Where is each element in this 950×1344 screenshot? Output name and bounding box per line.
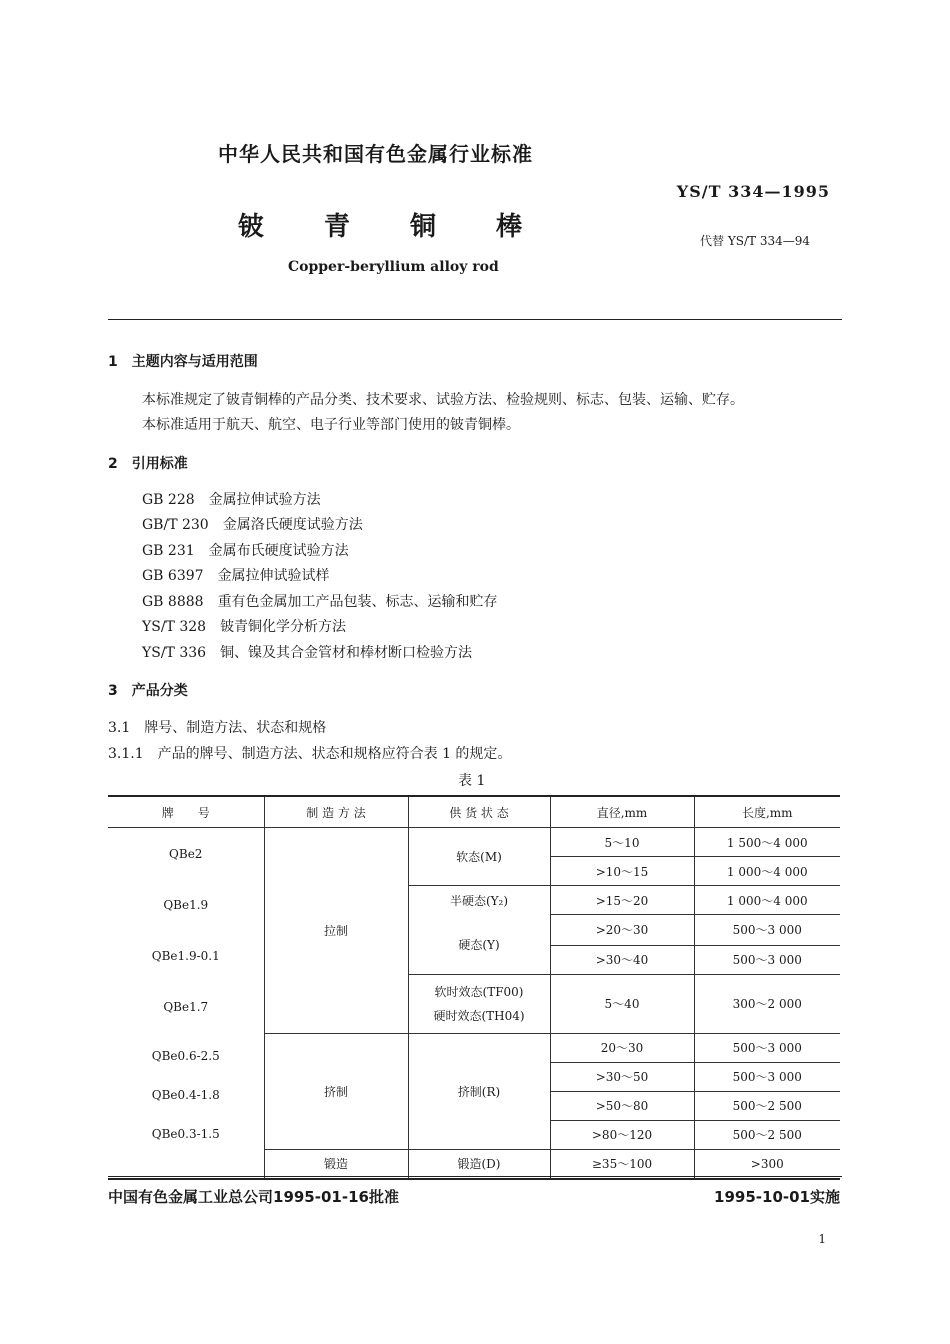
length-cell: 500～3 000 [694, 945, 840, 974]
diameter-cell: 5～10 [550, 828, 694, 857]
header-grade: 牌 号 [108, 796, 264, 828]
reference-item [142, 565, 330, 585]
org-title: 中华人民共和国有色金属行业标准 [218, 142, 533, 166]
reference-name: 铍青铜化学分析方法 [220, 619, 347, 635]
standard-number: YS/T 334—1995 [676, 182, 830, 201]
diameter-cell: >50～80 [550, 1091, 694, 1120]
grade-cell: QBe1.9-0.1 [151, 949, 220, 964]
grade-cell: QBe2 [169, 846, 203, 861]
header-rule [108, 319, 842, 320]
reference-code: GB 231 [142, 543, 195, 559]
grade-cell: QBe0.3-1.5 [151, 1126, 220, 1141]
reference-code: GB 8888 [142, 594, 204, 610]
reference-name: 金属洛氏硬度试验方法 [222, 517, 363, 533]
table-caption: 表 1 [458, 773, 486, 789]
document-title [238, 206, 582, 243]
diameter-cell: >20～30 [550, 915, 694, 946]
title-char: 棒 [496, 212, 523, 242]
state-cell: 挤制(R) [408, 1033, 550, 1149]
effective-date: 1995-10-01实施 [714, 1188, 840, 1206]
diameter-cell: >15～20 [550, 886, 694, 915]
diameter-cell: 20～30 [550, 1033, 694, 1062]
spec-table [108, 795, 840, 1180]
length-cell: 1 000～4 000 [694, 857, 840, 886]
length-cell: 500～3 000 [694, 915, 840, 946]
title-char: 青 [324, 212, 351, 242]
section-3-1-1-text: 3.1.1 产品的牌号、制造方法、状态和规格应符合表 1 的规定。 [108, 746, 512, 762]
state-cell: 半硬态(Y₂) [408, 886, 550, 915]
header-method: 制 造 方 法 [264, 796, 408, 828]
grade-cell: QBe1.7 [163, 1000, 209, 1015]
grade-cell: QBe1.9 [163, 897, 209, 912]
state-line: 软时效态(TF00) [434, 984, 524, 999]
state-line: 硬时效态(TH04) [433, 1008, 525, 1023]
table-row [108, 828, 840, 857]
section-3-1-title: 3.1 牌号、制造方法、状态和规格 [108, 720, 327, 736]
reference-item [142, 540, 349, 560]
length-cell: 1 000～4 000 [694, 886, 840, 915]
length-cell: 300～2 000 [694, 974, 840, 1033]
diameter-cell: >30～40 [550, 945, 694, 974]
table-row [108, 1033, 840, 1062]
reference-code: GB 6397 [142, 568, 204, 584]
section-1-paragraph-1: 本标准规定了铍青铜棒的产品分类、技术要求、试验方法、检验规则、标志、包装、运输、贮存。 [142, 392, 744, 408]
grade-group-extruded [108, 1033, 264, 1179]
reference-code: GB 228 [142, 492, 195, 508]
section-3-title: 3 产品分类 [108, 683, 188, 699]
reference-name: 铜、镍及其合金管材和棒材断口检验方法 [220, 645, 473, 661]
english-title: Copper-beryllium alloy rod [288, 259, 499, 275]
header-state: 供 货 状 态 [408, 796, 550, 828]
replaces-note: 代替 YS/T 334—94 [700, 234, 810, 248]
state-cell-aging [408, 974, 550, 1033]
length-cell: 500～2 500 [694, 1120, 840, 1149]
method-cell: 挤制 [264, 1033, 408, 1149]
length-cell: 500～3 000 [694, 1033, 840, 1062]
table-header-row [108, 796, 840, 828]
page-number: 1 [818, 1232, 826, 1246]
diameter-cell: >10～15 [550, 857, 694, 886]
state-cell: 软态(M) [408, 828, 550, 886]
approval-note: 中国有色金属工业总公司1995-01-16批准 [108, 1188, 399, 1206]
section-2-title: 2 引用标准 [108, 456, 188, 472]
section-1-title: 1 主题内容与适用范围 [108, 354, 258, 370]
length-cell: 500～3 000 [694, 1062, 840, 1091]
reference-name: 金属拉伸试验方法 [208, 492, 321, 508]
method-cell: 拉制 [264, 828, 408, 1034]
section-1-paragraph-2: 本标准适用于航天、航空、电子行业等部门使用的铍青铜棒。 [142, 417, 520, 433]
reference-name: 金属拉伸试验试样 [217, 568, 330, 584]
diameter-cell: ≥35～100 [550, 1149, 694, 1179]
reference-item [142, 642, 472, 662]
reference-code: GB/T 230 [142, 517, 209, 533]
footer-rule [108, 1176, 842, 1177]
reference-code: YS/T 328 [142, 619, 207, 635]
length-cell: 500～2 500 [694, 1091, 840, 1120]
length-cell: >300 [694, 1149, 840, 1179]
reference-name: 金属布氏硬度试验方法 [208, 543, 349, 559]
grade-cell: QBe0.6-2.5 [151, 1049, 220, 1064]
method-cell: 锻造 [264, 1149, 408, 1179]
reference-code: YS/T 336 [142, 645, 207, 661]
diameter-cell: >80～120 [550, 1120, 694, 1149]
reference-item [142, 514, 363, 534]
diameter-cell: 5～40 [550, 974, 694, 1033]
grade-group-drawn [108, 828, 264, 1034]
header-length: 长度,mm [694, 796, 840, 828]
grade-cell: QBe0.4-1.8 [151, 1087, 220, 1102]
header-diameter: 直径,mm [550, 796, 694, 828]
diameter-cell: >30～50 [550, 1062, 694, 1091]
state-cell: 硬态(Y) [408, 915, 550, 975]
title-char: 铍 [238, 212, 265, 242]
title-char: 铜 [410, 212, 437, 242]
reference-item [142, 489, 321, 509]
reference-item [142, 616, 346, 636]
reference-name: 重有色金属加工产品包装、标志、运输和贮存 [217, 594, 498, 610]
length-cell: 1 500～4 000 [694, 828, 840, 857]
reference-item [142, 591, 498, 611]
state-cell: 锻造(D) [408, 1149, 550, 1179]
